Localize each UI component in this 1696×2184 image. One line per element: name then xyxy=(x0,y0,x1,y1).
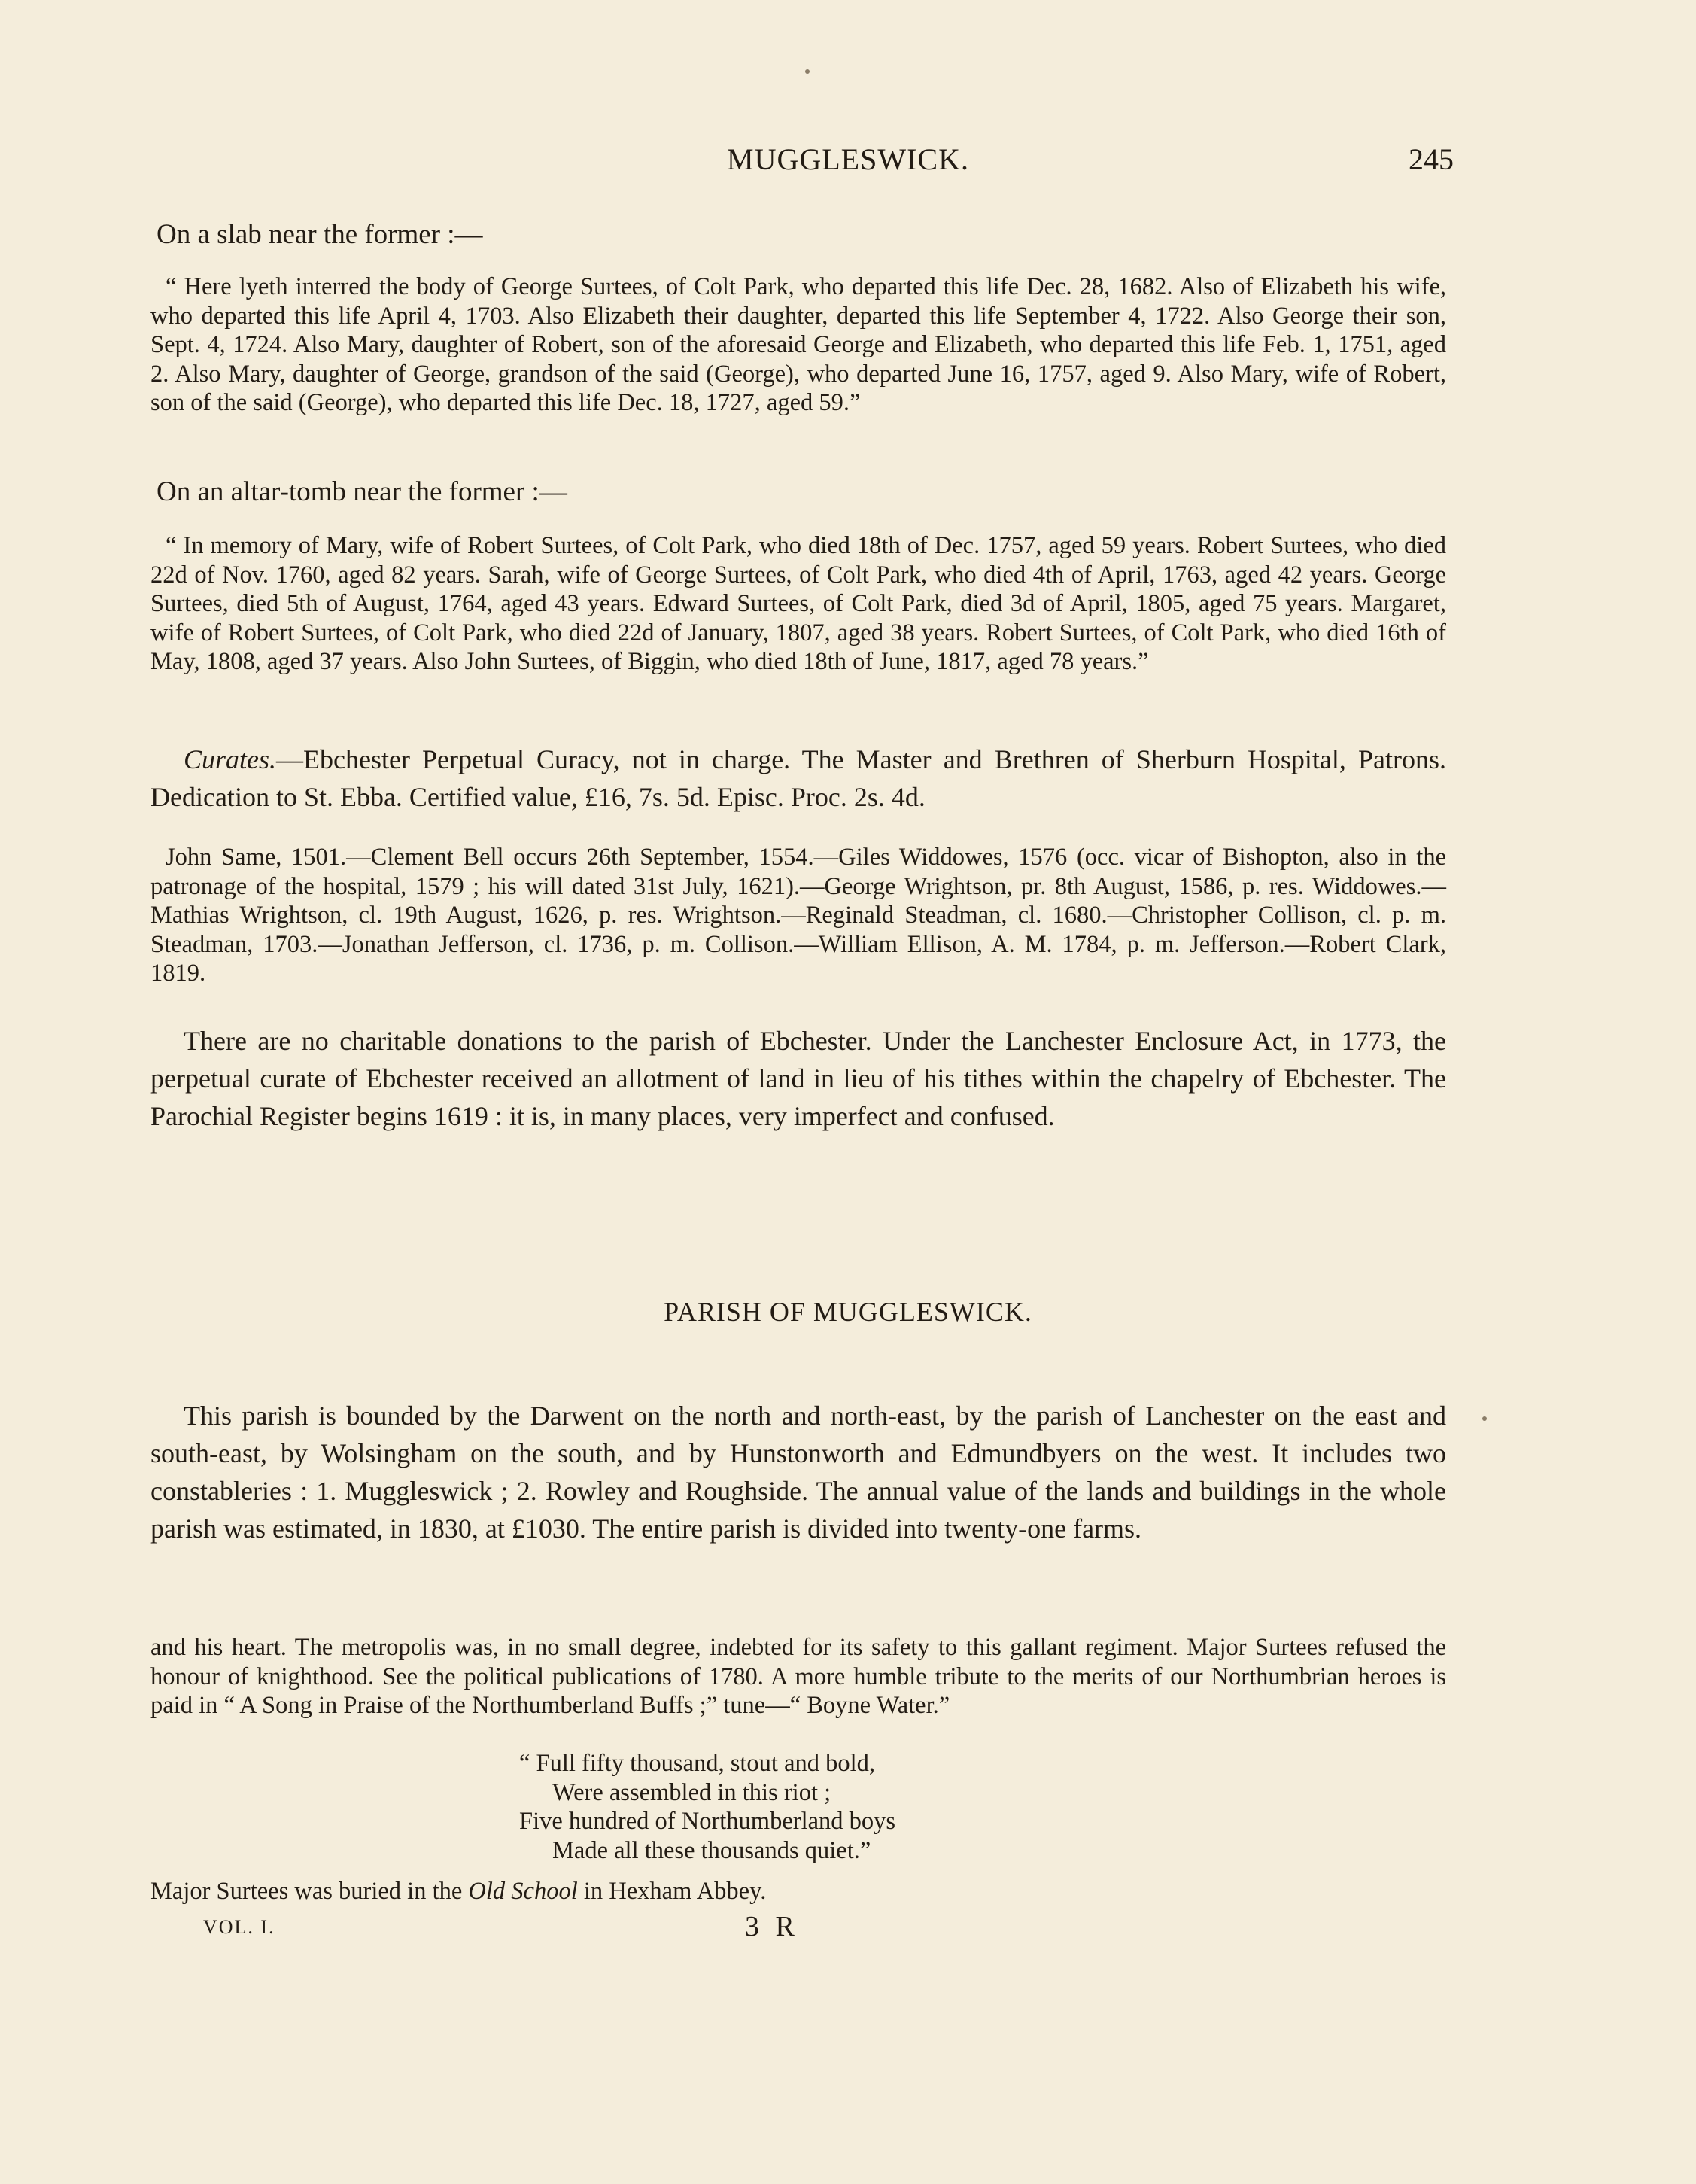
altar-tomb-intro: On an altar-tomb near the former :— xyxy=(157,476,567,507)
volume-label: VOL. I. xyxy=(203,1916,275,1938)
signature-mark: 3 R xyxy=(745,1911,799,1942)
closing-suffix: in Hexham Abbey. xyxy=(577,1878,767,1905)
parish-section xyxy=(150,1397,1446,1547)
slab-section xyxy=(150,218,1446,251)
footnote-verse xyxy=(519,1749,1196,1865)
page-header xyxy=(0,141,1696,187)
curates-label: Curates. xyxy=(184,744,277,774)
charities-section xyxy=(150,1022,1446,1135)
verse-line-1: “ Full fifty thousand, stout and bold, xyxy=(519,1750,876,1777)
parish-paragraph: This parish is bounded by the Darwent on the north and north-east, by the parish of Lanchester on the east and south-east, by Wolsingham on the south, and by Hunstonworth and Edmundbyers on the west. It includes two constableries : 1. Muggleswick ; 2. Rowley and Roughside. The annual value of the lands and buildings in the whole parish was estimated, in 1830, at £1030. The entire parish is divided into twenty-one farms. xyxy=(150,1401,1446,1544)
verse-line-2: Were assembled in this riot ; xyxy=(552,1778,831,1806)
curates-text: —Ebchester Perpetual Curacy, not in charge. The Master and Brethren of Sherburn Hospital, Patrons. Dedication to St. Ebba. Certified value, £16, 7s. 5d. Episc. Proc. 2s. 4d. xyxy=(150,744,1446,812)
signature-line xyxy=(0,1910,1696,1940)
verse-line-4: Made all these thousands quiet.” xyxy=(552,1836,871,1864)
slab-intro: On a slab near the former :— xyxy=(157,219,483,250)
altar-tomb-section xyxy=(150,476,1446,508)
slab-inscription-block xyxy=(150,272,1446,418)
curates-section xyxy=(150,741,1446,816)
verse-line-3: Five hundred of Northumberland boys xyxy=(519,1808,896,1835)
curates-list: John Same, 1501.—Clement Bell occurs 26th September, 1554.—Giles Widdowes, 1576 (occ. vicar of Bishopton, also in the patronage of the hospital, 1579 ; his will dated 31st July, 1621).—George Wrightson, pr. 8th August, 1586, p. res. Widdowes.—Mathias Wrightson, cl. 19th August, 1626, p. res. Wrightson.—Reginald Steadman, cl. 1680.—Christopher Collison, cl. p. m. Steadman, 1703.—Jonathan Jefferson, cl. 1736, p. m. Collison.—William Ellison, A. M. 1784, p. m. Jefferson.—Robert Clark, 1819. xyxy=(150,844,1446,987)
footnote-section xyxy=(150,1633,1446,1720)
stray-ink-mark xyxy=(1482,1416,1487,1421)
slab-inscription: “ Here lyeth interred the body of George Surtees, of Colt Park, who departed this life Dec. 28, 1682. Also of Elizabeth his wife, who departed this life April 4, 1703. Also Elizabeth their daughter, departed this life September 4, 1722. Also George their son, Sept. 4, 1724. Also Mary, daughter of Robert, son of the aforesaid George and Elizabeth, who departed this life Feb. 1, 1751, aged 2. Also Mary, daughter of George, grandson of the said (George), who departed June 16, 1757, aged 9. Also Mary, wife of Robert, son of the said (George), who departed this life Dec. 18, 1727, aged 59.” xyxy=(150,273,1446,416)
curates-paragraph xyxy=(150,741,1446,816)
closing-italic: Old School xyxy=(468,1878,578,1905)
charities-paragraph: There are no charitable donations to the parish of Ebchester. Under the Lanchester Enclosure Act, in 1773, the perpetual curate of Ebchester received an allotment of land in lieu of his tithes within the chapelry of Ebchester. The Parochial Register begins 1619 : it is, in many places, very imperfect and confused. xyxy=(150,1026,1446,1131)
running-title: MUGGLESWICK. xyxy=(727,142,969,176)
page-number: 245 xyxy=(1409,142,1454,176)
altar-tomb-inscription: “ In memory of Mary, wife of Robert Surtees, of Colt Park, who died 18th of Dec. 1757, aged 59 years. Robert Surtees, who died 22d of Nov. 1760, aged 82 years. Sarah, wife of George Surtees, of Colt Park, who died 4th of April, 1763, aged 42 years. George Surtees, died 5th of August, 1764, aged 43 years. Edward Surtees, of Colt Park, died 3d of April, 1805, aged 75 years. Margaret, wife of Robert Surtees, of Colt Park, who died 22d of January, 1807, aged 38 years. Robert Surtees, of Colt Park, who died 16th of May, 1808, aged 37 years. Also John Surtees, of Biggin, who died 18th of June, 1817, aged 78 years.” xyxy=(150,532,1446,675)
footnote-closing xyxy=(150,1877,1446,1906)
closing-prefix: Major Surtees was buried in the xyxy=(150,1878,469,1905)
altar-tomb-inscription-block xyxy=(150,531,1446,677)
footnote-text: and his heart. The metropolis was, in no small degree, indebted for its safety to this gallant regiment. Major Surtees refused the honour of knighthood. See the political publications of 1780. A more humble tribute to the merits of our Northumbrian heroes is paid in “ A Song in Praise of the Northumberland Buffs ;” tune—“ Boyne Water.” xyxy=(150,1634,1446,1719)
curates-list-block xyxy=(150,843,1446,988)
parish-heading: PARISH OF MUGGLESWICK. xyxy=(664,1297,1032,1327)
footnote-closing-block xyxy=(150,1877,1446,1906)
stray-ink-mark xyxy=(805,69,810,74)
